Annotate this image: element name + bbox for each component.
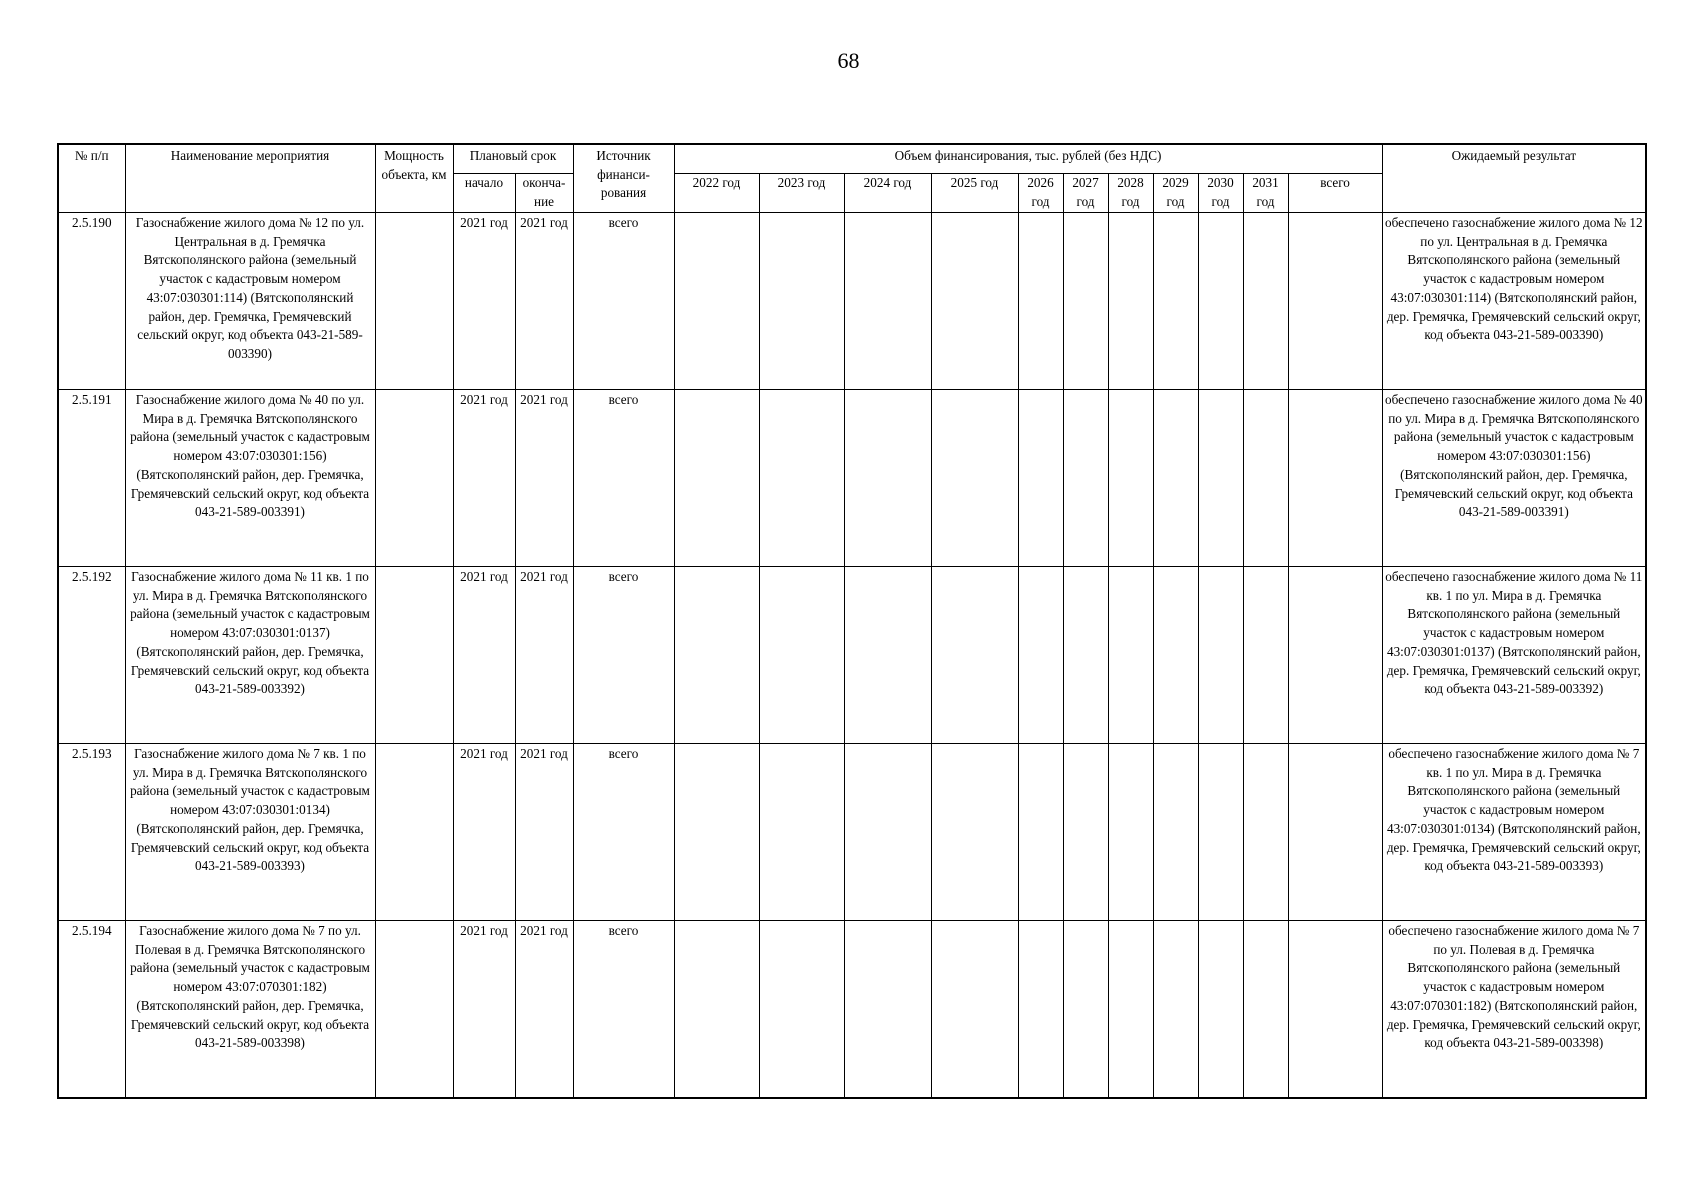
row-cell (1198, 921, 1243, 1099)
row-start: 2021 год (453, 390, 515, 567)
row-num: 2.5.190 (58, 213, 125, 390)
row-cell (1153, 213, 1198, 390)
row-cell (844, 921, 931, 1099)
row-cell (931, 921, 1018, 1099)
row-cell (1063, 213, 1108, 390)
row-cell (1243, 567, 1288, 744)
header-period-end: оконча-ние (515, 174, 573, 213)
row-capacity (375, 744, 453, 921)
row-cell (1198, 390, 1243, 567)
row-cell (1063, 921, 1108, 1099)
row-cell (759, 744, 844, 921)
row-cell (844, 567, 931, 744)
row-cell (1018, 390, 1063, 567)
row-start: 2021 год (453, 921, 515, 1099)
row-cell (1063, 744, 1108, 921)
row-name: Газоснабжение жилого дома № 7 кв. 1 по ул. Мира в д. Гремячка Вятскополянского района (земельный участок с кадастровым номером 43:07:030301:0134) (Вятскополянский район, дер. Гремячка, Гремячевский сельский округ, код объекта 043-21-589-003393) (125, 744, 375, 921)
row-cell (674, 921, 759, 1099)
row-capacity (375, 567, 453, 744)
page-number: 68 (837, 48, 860, 73)
table-row (58, 213, 1646, 390)
row-end: 2021 год (515, 921, 573, 1099)
row-cell (844, 390, 931, 567)
row-cell (1288, 567, 1382, 744)
row-cell (1108, 744, 1153, 921)
row-end: 2021 год (515, 213, 573, 390)
row-cell (1288, 921, 1382, 1099)
row-cell (674, 567, 759, 744)
row-cell (674, 744, 759, 921)
header-num: № п/п (58, 144, 125, 213)
header-total: всего (1288, 174, 1382, 213)
row-name: Газоснабжение жилого дома № 11 кв. 1 по ул. Мира в д. Гремячка Вятскополянского района (земельный участок с кадастровым номером 43:07:030301:0137) (Вятскополянский район, дер. Гремячка, Гремячевский сельский округ, код объекта 043-21-589-003392) (125, 567, 375, 744)
row-cell (674, 390, 759, 567)
row-cell (1063, 390, 1108, 567)
row-capacity (375, 213, 453, 390)
row-cell (1018, 567, 1063, 744)
header-name: Наименование мероприятия (125, 144, 375, 213)
header-result: Ожидаемый результат (1382, 144, 1646, 213)
header-year-2031: 2031 год (1243, 174, 1288, 213)
row-cell (931, 744, 1018, 921)
row-capacity (375, 921, 453, 1099)
row-num: 2.5.194 (58, 921, 125, 1099)
row-cell (1108, 921, 1153, 1099)
header-year-2023: 2023 год (759, 174, 844, 213)
row-source: всего (573, 744, 674, 921)
row-cell (1108, 213, 1153, 390)
header-year-2027: 2027 год (1063, 174, 1108, 213)
row-cell (844, 744, 931, 921)
row-num: 2.5.193 (58, 744, 125, 921)
row-cell (1063, 567, 1108, 744)
row-start: 2021 год (453, 213, 515, 390)
row-cell (1018, 213, 1063, 390)
row-cell (1288, 744, 1382, 921)
measures-table (57, 143, 1647, 1099)
row-cell (1198, 744, 1243, 921)
row-cell (1108, 390, 1153, 567)
header-year-2024: 2024 год (844, 174, 931, 213)
row-result: обеспечено газоснабжение жилого дома № 40 по ул. Мира в д. Гремячка Вятскополянского района (земельный участок с кадастровым номером 43:07:030301:156) (Вятскополянский район, дер. Гремячка, Гремячевский сельский округ, код объекта 043-21-589-003391) (1382, 390, 1646, 567)
row-cell (1243, 921, 1288, 1099)
table-row (58, 567, 1646, 744)
row-start: 2021 год (453, 744, 515, 921)
row-cell (759, 390, 844, 567)
header-capacity: Мощность объекта, км (375, 144, 453, 213)
row-name: Газоснабжение жилого дома № 40 по ул. Мира в д. Гремячка Вятскополянского района (земельный участок с кадастровым номером 43:07:030301:156) (Вятскополянский район, дер. Гремячка, Гремячевский сельский округ, код объекта 043-21-589-003391) (125, 390, 375, 567)
row-cell (1198, 213, 1243, 390)
table-row (58, 744, 1646, 921)
row-cell (1153, 390, 1198, 567)
header-year-2025: 2025 год (931, 174, 1018, 213)
row-cell (1243, 213, 1288, 390)
header-period-start: начало (453, 174, 515, 213)
row-num: 2.5.192 (58, 567, 125, 744)
row-cell (931, 213, 1018, 390)
row-result: обеспечено газоснабжение жилого дома № 7 кв. 1 по ул. Мира в д. Гремячка Вятскополянского района (земельный участок с кадастровым номером 43:07:030301:0134) (Вятскополянский район, дер. Гремячка, Гремячевский сельский округ, код объекта 043-21-589-003393) (1382, 744, 1646, 921)
row-end: 2021 год (515, 567, 573, 744)
header-funding: Объем финансирования, тыс. рублей (без НДС) (674, 144, 1382, 174)
row-cell (674, 213, 759, 390)
row-cell (1288, 390, 1382, 567)
row-end: 2021 год (515, 744, 573, 921)
header-period: Плановый срок (453, 144, 573, 174)
row-cell (931, 390, 1018, 567)
row-cell (1018, 921, 1063, 1099)
row-result: обеспечено газоснабжение жилого дома № 11 кв. 1 по ул. Мира в д. Гремячка Вятскополянского района (земельный участок с кадастровым номером 43:07:030301:0137) (Вятскополянский район, дер. Гремячка, Гремячевский сельский округ, код объекта 043-21-589-003392) (1382, 567, 1646, 744)
header-year-2030: 2030 год (1198, 174, 1243, 213)
header-row-1 (58, 144, 1646, 174)
header-year-2028: 2028 год (1108, 174, 1153, 213)
row-source: всего (573, 921, 674, 1099)
header-year-2022: 2022 год (674, 174, 759, 213)
row-start: 2021 год (453, 567, 515, 744)
row-name: Газоснабжение жилого дома № 7 по ул. Полевая в д. Гремячка Вятскополянского района (земельный участок с кадастровым номером 43:07:070301:182) (Вятскополянский район, дер. Гремячка, Гремячевский сельский округ, код объекта 043-21-589-003398) (125, 921, 375, 1099)
row-cell (759, 921, 844, 1099)
row-end: 2021 год (515, 390, 573, 567)
header-year-2029: 2029 год (1153, 174, 1198, 213)
row-name: Газоснабжение жилого дома № 12 по ул. Центральная в д. Гремячка Вятскополянского района (земельный участок с кадастровым номером 43:07:030301:114) (Вятскополянский район, дер. Гремячка, Гремячевский сельский округ, код объекта 043-21-589-003390) (125, 213, 375, 390)
row-source: всего (573, 213, 674, 390)
row-cell (759, 213, 844, 390)
row-result: обеспечено газоснабжение жилого дома № 12 по ул. Центральная в д. Гремячка Вятскополянского района (земельный участок с кадастровым номером 43:07:030301:114) (Вятскополянский район, дер. Гремячка, Гремячевский сельский округ, код объекта 043-21-589-003390) (1382, 213, 1646, 390)
row-cell (1198, 567, 1243, 744)
row-cell (1243, 744, 1288, 921)
row-source: всего (573, 567, 674, 744)
row-capacity (375, 390, 453, 567)
header-source: Источник финанси-рования (573, 144, 674, 213)
row-cell (1288, 213, 1382, 390)
row-cell (1153, 567, 1198, 744)
row-cell (1153, 921, 1198, 1099)
row-num: 2.5.191 (58, 390, 125, 567)
header-year-2026: 2026 год (1018, 174, 1063, 213)
row-cell (1243, 390, 1288, 567)
row-cell (1018, 744, 1063, 921)
table-row (58, 390, 1646, 567)
row-source: всего (573, 390, 674, 567)
row-cell (844, 213, 931, 390)
row-cell (1153, 744, 1198, 921)
row-cell (759, 567, 844, 744)
table-row (58, 921, 1646, 1099)
row-cell (931, 567, 1018, 744)
row-result: обеспечено газоснабжение жилого дома № 7 по ул. Полевая в д. Гремячка Вятскополянского района (земельный участок с кадастровым номером 43:07:070301:182) (Вятскополянский район, дер. Гремячка, Гремячевский сельский округ, код объекта 043-21-589-003398) (1382, 921, 1646, 1099)
row-cell (1108, 567, 1153, 744)
